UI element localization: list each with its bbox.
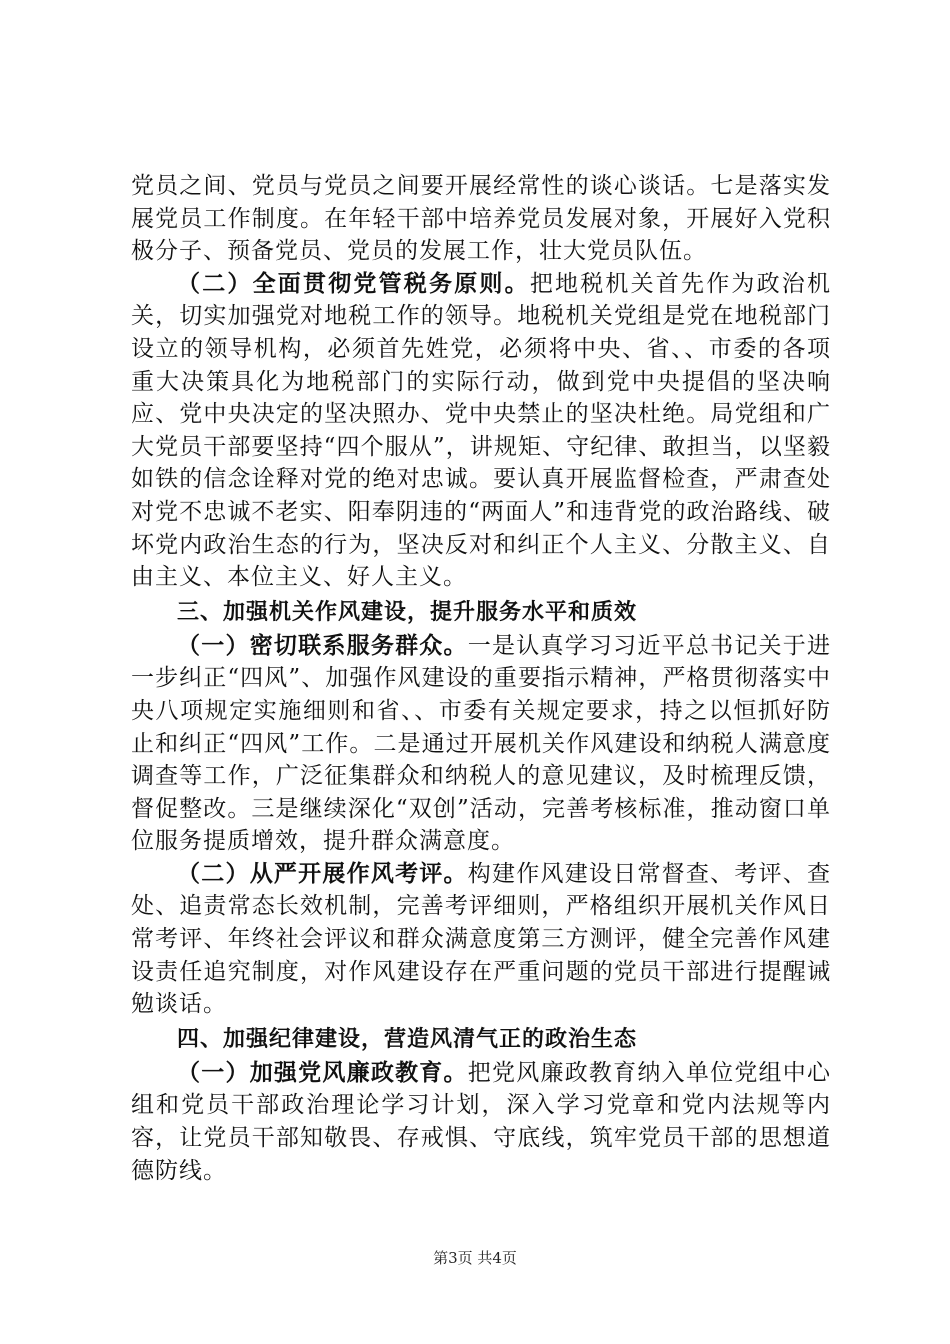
page-footer — [0, 1247, 950, 1268]
page-number: 第3页 共4页 — [433, 1249, 517, 1267]
paragraph-text: 构建作风建设日常督查、考评、查处、追责常态长效机制，完善考评细则，严格组织开展机关作风日常考评、年终社会评议和群众满意度第三方测评，健全完善作风建设责任追究制度，对作风建设存在严重问题的党员干部进行提醒诫勉谈话。 — [131, 860, 832, 1018]
paragraph-lead: （二）从严开展作风考评。 — [177, 860, 468, 887]
paragraph-text: 一是认真学习习近平总书记关于进一步纠正“四风”、加强作风建设的重要指示精神，严格贯彻落实中央八项规定实施细则和省、、市委有关规定要求，持之以恒抓好防止和纠正“四风”工作。二是通过开展机关作风建设和纳税人满意度调查等工作，广泛征集群众和纳税人的意见建议，及时梳理反馈，督促整改。三是继续深化“双创”活动，完善考核标准，推动窗口单位服务提质增效，提升群众满意度。 — [131, 632, 832, 855]
section-heading: 四、加强纪律建设，营造风清气正的政治生态 — [177, 1026, 638, 1052]
section-heading: 三、加强机关作风建设，提升服务水平和质效 — [177, 599, 638, 625]
paragraph-item — [131, 630, 831, 858]
document-body — [131, 170, 831, 1187]
paragraph-lead: （一）密切联系服务群众。 — [177, 632, 468, 659]
paragraph-lead: （二）全面贯彻党管税务原则。 — [177, 270, 530, 297]
paragraph-item — [131, 858, 831, 1021]
paragraph-lead: （一）加强党风廉政教育。 — [177, 1059, 468, 1086]
paragraph-text: 把党风廉政教育纳入单位党组中心组和党员干部政治理论学习计划，深入学习党章和党内法规等内容，让党员干部知敬畏、存戒惧、守底线，筑牢党员干部的思想道德防线。 — [131, 1059, 832, 1184]
paragraph-text: 党员之间、党员与党员之间要开展经常性的谈心谈话。七是落实发展党员工作制度。在年轻干部中培养党员发展对象，开展好入党积极分子、预备党员、党员的发展工作，壮大党员队伍。 — [131, 173, 831, 265]
paragraph-item — [131, 268, 831, 594]
paragraph-item — [131, 1057, 831, 1187]
paragraph-continuation — [131, 170, 831, 268]
paragraph-text: 把地税机关首先作为政治机关，切实加强党对地税工作的领导。地税机关党组是党在地税部门设立的领导机构，必须首先姓党，必须将中央、省、、市委的各项重大决策具化为地税部门的实际行动，做到党中央提倡的坚决响应、党中央决定的坚决照办、党中央禁止的坚决杜绝。局党组和广大党员干部要坚持“四个服从”，讲规矩、守纪律、敢担当，以坚毅如铁的信念诠释对党的绝对忠诚。要认真开展监督检查，严肃查处对党不忠诚不老实、阳奉阴违的“两面人”和违背党的政治路线、破坏党内政治生态的行为，坚决反对和纠正个人主义、分散主义、自由主义、本位主义、好人主义。 — [131, 270, 832, 591]
